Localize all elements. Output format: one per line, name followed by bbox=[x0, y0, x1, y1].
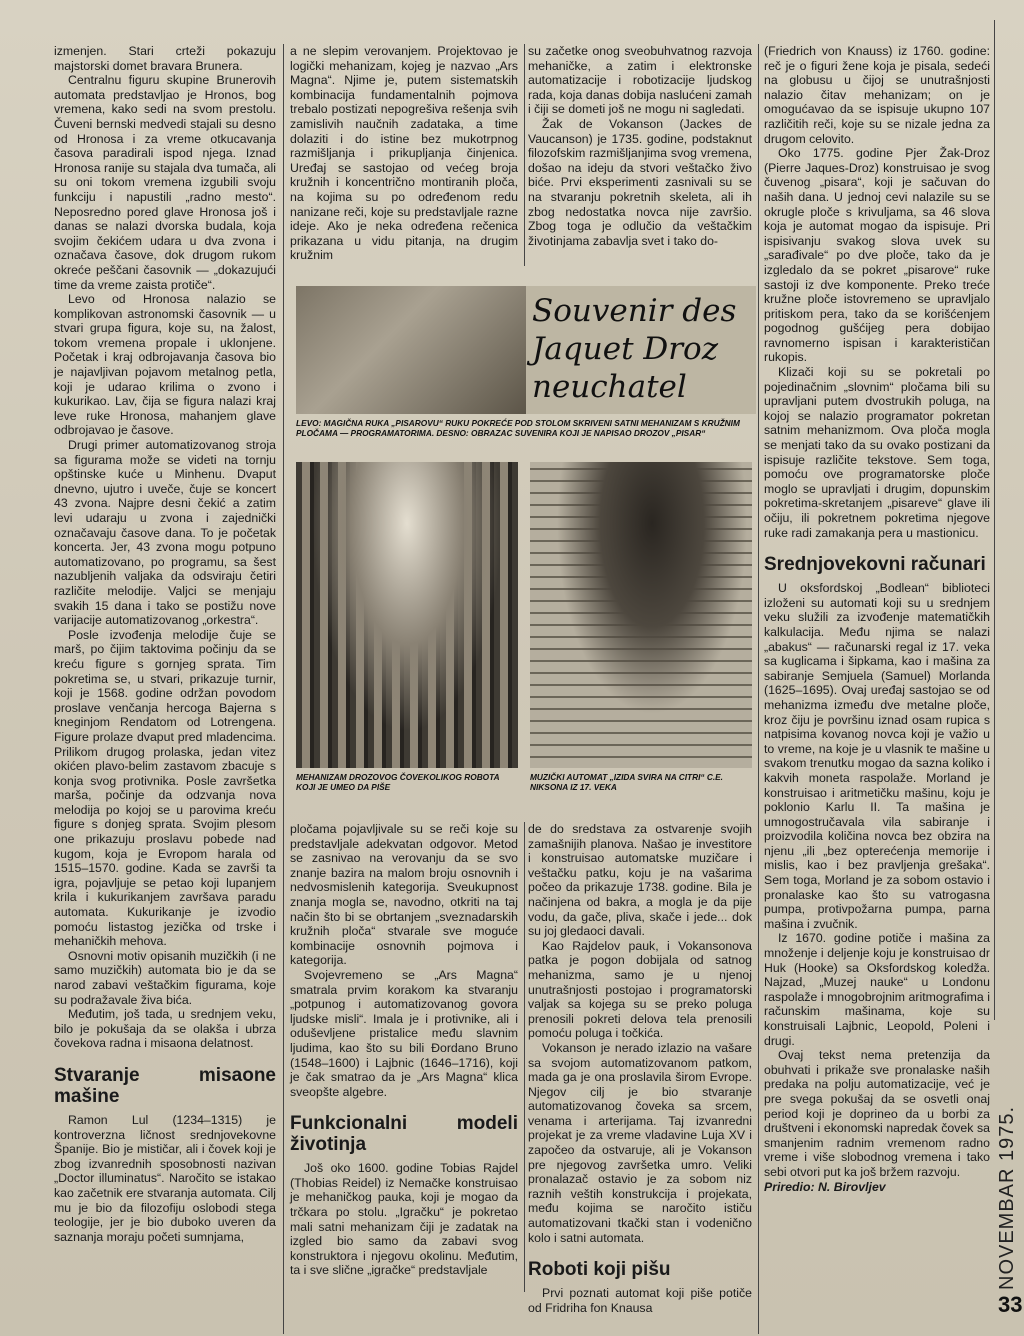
paragraph: Svojevremeno se „Ars Magna“ smatrala prvim korakom ka stvaranju „potpunog i automatizovanog govora ljudske misli“. Imala je i protivnike, ali i oduševljene pristalice među slavnim ljudima, kao što su bili Đordano Bruno (1548–1600) i Lajbnic (1646–1716), koji je čak smatrao da je „Ars Magna“ klica sveopšte algebre. bbox=[290, 967, 518, 1099]
paragraph: Kao Rajdelov pauk, i Vokansonova patka je pogon dobijala od satnog mehanizma, samo je u njenoj unutrašnjosti postojao i programatorski valjak sa kojega su se preko poluga prenosili pokreti delova tela prenosili pomoću poluga i točkića. bbox=[528, 938, 752, 1041]
column-divider bbox=[524, 44, 525, 266]
paragraph: Klizači koji su se pokretali po pojedinačnim „slovnim“ pločama bili su upravljani putem dvostrukih poluga, na kojoj se nalazio programator pokretan satnim mehanizmom. Ova ploča mogla se menjati tako da su ovako postizani da ispisuje različite tekstove. Sem toga, pomoću ove programatorske ploče moglo se upravljati i drugim, dopunskim pokretima-skretanjem „pisareve“ glave ili očiju, ili pokretnem pokretima njegove ruke radi zamakanja pera u mastionicu. bbox=[764, 365, 990, 540]
paragraph: Ovaj tekst nema pretenzija da obuhvati i prikaže sve pronalaske naših predaka na polju automatizacije, već je pre svega pokušaj da se osvetli onaj period koji je doprineo da u borbi za društveni i ekonomski napredak čovek sa smanjenim radnim vremenom radno vreme i više slobodnog vremena i tako sebi otvori put ka još bržem razvoju. bbox=[764, 1048, 990, 1179]
paragraph: Posle izvođenja melodije čuje se marš, po čijim taktovima počinju da se kreću figure s gornjeg sprata. Tim pokretima se, u stvari, prikazuje turnir, koji je 1568. godine održan povodom proslave venčanja hercoga Bajerna s kneginjom Rendatom od Lotrengena. Figure prolaze dvaput pred mladencima. Prilikom drugog prolaska, jedan vitez okićen plavo-belim zastavom zbacuje s konja svog protivnika. Posle završetka marša, počinje da odzvanja nova melodija po kojoj se u parovima kreću figure s donjeg sprata. Svojim plesom one prikazuju proslavu pobede nad kugom, koja je Evropom harala od 1515–1570. godine. Kada se završi ta igra, pojavljuje se petao koji lupanjem krila i kukurikanjem završava paradu automata. Kukurikanje je izvodio pomoću listastog jezička od trske i mehaničkih mehova. bbox=[54, 627, 276, 949]
music-automaton-photo bbox=[530, 462, 752, 768]
margin-rule bbox=[994, 20, 995, 1020]
photo-caption-right: MUZIČKI AUTOMAT „IZIDA SVIRA NA CITRI“ C.E. NIKSONA IZ 17. VEKA bbox=[530, 772, 723, 792]
souvenir-photo bbox=[296, 286, 756, 414]
paragraph: Drugi primer automatizovanog stroja sa figurama može se videti na tornju opštinske kuće u Minhenu. Dvaput dnevno, ujutro i uveče, čuje se koncert 43 zvona. Najpre desni čekić a zatim levi udaraju u zvona i zajednički označavaju časove dana. To je početak koncerta. Jer, 43 zvona mogu potpuno automatizovano, po programu, sa šest nazubljenih valjaka da odsviraju četiri različite melodije. Valjci se menjaju svakih 15 dana i tako se postižu nove varijacije automatizovanog „orkestra“. bbox=[54, 438, 276, 628]
paragraph: Ramon Lul (1234–1315) je kontroverzna ličnost srednjovekovne Španije. Bio je mističar, ali i čovek koji je zbog izvanrednih sposobnosti nazivan „Doctor illuminatus“. Naročito se istakao kao začetnik ere stvaranja automata. Cilj mu je bio da filozofiju oslobodi stega teologije, jer je bio duboko uveren da saznanja moraju početi sumnjama, bbox=[54, 1112, 276, 1244]
author-signature: Priredio: N. Birovljev bbox=[764, 1179, 886, 1194]
paragraph: pločama pojavljivale su se reči koje su predstavljale adekvatan odgovor. Metod se zasnivao na verovanju da se svo znanje bazira na malom broju osnovnih i nedvosmislenih kategorija. Sveukupnost znanja mogla se, navodno, otkriti na taj način što bi se obrtanjem „sveznadarskih kružnih ploča“ stvarale sve moguće kombinacije osnovnih pojmova i kategorija. bbox=[290, 822, 518, 968]
column-2-bottom bbox=[290, 822, 518, 1292]
section-heading: Stvaranje misaone mašine bbox=[54, 1064, 276, 1107]
paragraph: Prvi poznati automat koji piše potiče od Fridriha fon Knausa bbox=[528, 1286, 752, 1315]
issue-margin bbox=[992, 1020, 1022, 1320]
souvenir-script-text: Souvenir des Jaquet Droz neuchatel bbox=[532, 293, 737, 405]
robot-mechanism-photo bbox=[296, 462, 518, 768]
paragraph: a ne slepim verovanjem. Projektovao je logički mehanizam, kojeg je nazvao „Ars Magna“. Njime je, putem sistematskih kombinacija fundamentalnih pojmova trebalo postizati nepogrešiva rešenja svih zamislivih naučnih zadataka, a time dolaziti i do istine bez mukotrpnog razmišljanja i prikupljanja činjenica. Uređaj se sastojao od većeg broja kružnih i koncentrično montiranih ploča, na kojima su po određenom redu nanizane reči, koje su predstavljale razne ideje. Ako je neka određena rečenica prikazana u vidu pitanja, na drugim kružnim bbox=[290, 44, 518, 263]
paragraph: U oksfordskoj „Bodlean“ biblioteci izloženi su automati koji su u srednjem veku služili za izvođenje matematičkih kalkulacija. Među njima se nalazi „abakus“ — računarski regal iz 17. veka sa kuglicama i šipkama, kao i mašina za sabiranje Semjuela (Samuel) Morlanda (1625–1695). Ovaj uređaj sastojao se od mehanizma između dve metalne ploče, kroz čiju je površinu iznad osam rupica s natpisima kovanog novca koji je važio u to vreme, na koje je u vlasnik te mašine u svakom trenutku mogao da sazna koliko i kakvih moneta raspolaže. Morland je konstruisao i aritmetičku mašinu, koju je poklonio Karlu II. Ta mašina je umnogostručavala vila sabiranje i proizvodila količina novca bez obzira na njenu „ili „bez opterećenja memorije i mislis, kao i bez pravljenja grešaka“. Sem toga, Morland je za sobom ostavio i pronalaske kao što su vatrogasna pumpa, protivpožarna pumpa, parna mašina i zvučnik. bbox=[764, 581, 990, 931]
issue-date: NOVEMBAR 1975. bbox=[996, 1105, 1018, 1290]
column-divider bbox=[524, 822, 525, 1292]
photo-caption-top: LEVO: MAGIČNA RUKA „PISAROVU“ RUKU POKREĆE POD STOLOM SKRIVENI SATNI MEHANIZAM S KRUŽNIM PLOČAMA — PROGRAMATORIMA. DESNO: OBRAZAC SUVENIRA KOJI JE NAPISAO DROZOV „PISAR“ bbox=[296, 418, 740, 438]
paragraph: Centralnu figuru skupine Brunerovih automata predstavljao je Hronos, bog vremena, kako sedi na svom prestolu. Čuveni bernski medvedi stajali su desno od Hronosa i za vreme otkucavanja časova paradirali ispod njega. Iznad Hronosa ranije su stajala dva tumača, ali su oni tokom vremena izgubili svoju funkciju i napustili „radno mesto“. Neposredno pored glave Hronosa još i danas se nalazi dvorska budala, koja svojim čekićem udara u dva zvona i označava časove, dok drugom rukom okreće peščani časovnik — „dokazujući time da vreme zaista protiče“. bbox=[54, 73, 276, 292]
column-3-top bbox=[528, 44, 752, 266]
paragraph: izmenjen. Stari crteži pokazuju majstorski domet bravara Brunera. bbox=[54, 44, 276, 73]
paragraph: Vokanson je nerado izlazio na vašare sa svojom automatizovanom patkom, mada ga je ona proslavila širom Evrope. Njegov cilj je bio stvaranje automatizovanog čoveka sa srcem, venama i arterijama. Taj izvanredni projekat je za vreme vladavine Luja XV i započeo da ostvaruje, ali je Vokanson pre njegovog završetka umro. Veliki pronalazač ostavio je za sobom niz raznih veštih konstrukcija i projekata, među kojima se naročito ističu automatizovani tkački stan i vodenično kolo i satni automata. bbox=[528, 1040, 752, 1245]
paragraph: Žak de Vokanson (Jackes de Vaucanson) je 1735. godine, podstaknut filozofskim razmišljanjima svog vremena, došao na ideju da stvori veštačko živo biće. Prvi eksperimenti zasnivali su se na stvaranju pokretnih skeleta, ali ih zbog nedostatka novca nije završio. Zbog toga je odlučio da veštačkim životinjama zabavlja svet i tako do- bbox=[528, 116, 752, 248]
paragraph: Osnovni motiv opisanih muzičkih (i ne samo muzičkih) automata bio je da se narod zabavi veštačkim figurama, koje su podražavale živa bića. bbox=[54, 948, 276, 1007]
paragraph: su začetke onog sveobuhvatnog razvoja mehaničke, a zatim i elektronske automatizacije i robotizacije ljudskog rada, koja danas dobija naslućeni zamah i čiji se dometi još ne mogu ni sagledati. bbox=[528, 44, 752, 117]
paragraph: Oko 1775. godine Pjer Žak-Droz (Pierre Jaques-Droz) konstruisao je svog čuvenog „pisara“, koji je sačuvan do naših dana. U jednoj cevi nalazile su se okrugle ploče s krivuljama, sa 46 slova koja je automat mogao da ispisuje. Pri ispisivanju svakog slova uvek su „sarađivale“ po dve ploče, tako da je izgledalo da se pokret „pisarove“ ruke sastoji iz dve komponente. Preko treće kružne ploče istovremeno se upravljalo pritiskom pera, tako da se korišćenjem pogodnog gušćijeg pera dobijao ravnomerno ispisan i karakterističan rukopis. bbox=[764, 146, 990, 365]
section-heading: Roboti koji pišu bbox=[528, 1259, 671, 1281]
column-3-bottom bbox=[528, 822, 752, 1315]
paragraph: Levo od Hronosa nalazio se komplikovan astronomski časovnik — u stvari grupa figura, koje su, na žalost, tokom vremena propale i uklonjene. Početak i kraj odbrojavanja časova bio je najavljivan pojavom metalnog petla, koji je udarao krilima o zvono i kukurikao. Lav, čija se figura nalazi kraj leve ruke Hronosa, mahanjem glave odbrojavao je časove. bbox=[54, 292, 276, 438]
column-2-top bbox=[290, 44, 518, 266]
writing-hand-photo bbox=[296, 286, 526, 414]
section-heading: Srednjovekovni računari bbox=[764, 554, 986, 576]
paragraph: Iz 1670. godine potiče i mašina za množenje i deljenje koju je konstruisao dr Huk (Hooke) sa Oksfordskog koledža. Najzad, „Muzej nauke“ u Londonu raspolaže i mnogobrojnim aritmografima i računskim mašinama, koje su konstruisali Lajbnic, Leopold, Poleni i drugi. bbox=[764, 931, 990, 1048]
paragraph: de do sredstava za ostvarenje svojih zamašnijih planova. Našao je investitore i konstruisao automatske muzičare i veštačku patku, koju je na vašarima počeo da prikazuje 1738. godine. Bila je načinjena od bakra, a mogla je da pije vodu, da gače, pliva, skače i jede... dok su joj gledaoci davali. bbox=[528, 822, 752, 939]
photo-caption-left: MEHANIZAM DROZOVOG ČOVEKOLIKOG ROBOTA KOJI JE UMEO DA PIŠE bbox=[296, 772, 500, 792]
column-4 bbox=[764, 44, 990, 1294]
column-divider bbox=[758, 44, 759, 1334]
paragraph: (Friedrich von Knauss) iz 1760. godine: reč je o figuri žene koja je pisala, sedeći na globusu u čijoj se unutrašnjosti nalazio čitav mehanizam; on je omogućavao da se ispisuje ukupno 107 različitih reči, koje su se nizale jedna za drugom celovito. bbox=[764, 44, 990, 146]
column-1 bbox=[54, 44, 276, 1334]
section-heading: Funkcionalni modeli životinja bbox=[290, 1113, 518, 1156]
paragraph: Međutim, još tada, u srednjem veku, bilo je pokušaja da se olakša i ubrza čovekova radna i misaona delatnost. bbox=[54, 1007, 276, 1051]
paragraph: Još oko 1600. godine Tobias Rajdel (Thobias Reidel) iz Nemačke konstruisao je mehaničkog pauka, koji je mogao da trčkara po stolu. „Igračku“ je pokretao mali satni mehanizam čiji je zadatak na izgled bio samo da zabavi svog konstruktora i njegovu okolinu. Međutim, ta i sve slične „igračke“ predstavljale bbox=[290, 1161, 518, 1278]
page-number: 33 bbox=[998, 1292, 1023, 1317]
column-divider bbox=[283, 44, 284, 1334]
